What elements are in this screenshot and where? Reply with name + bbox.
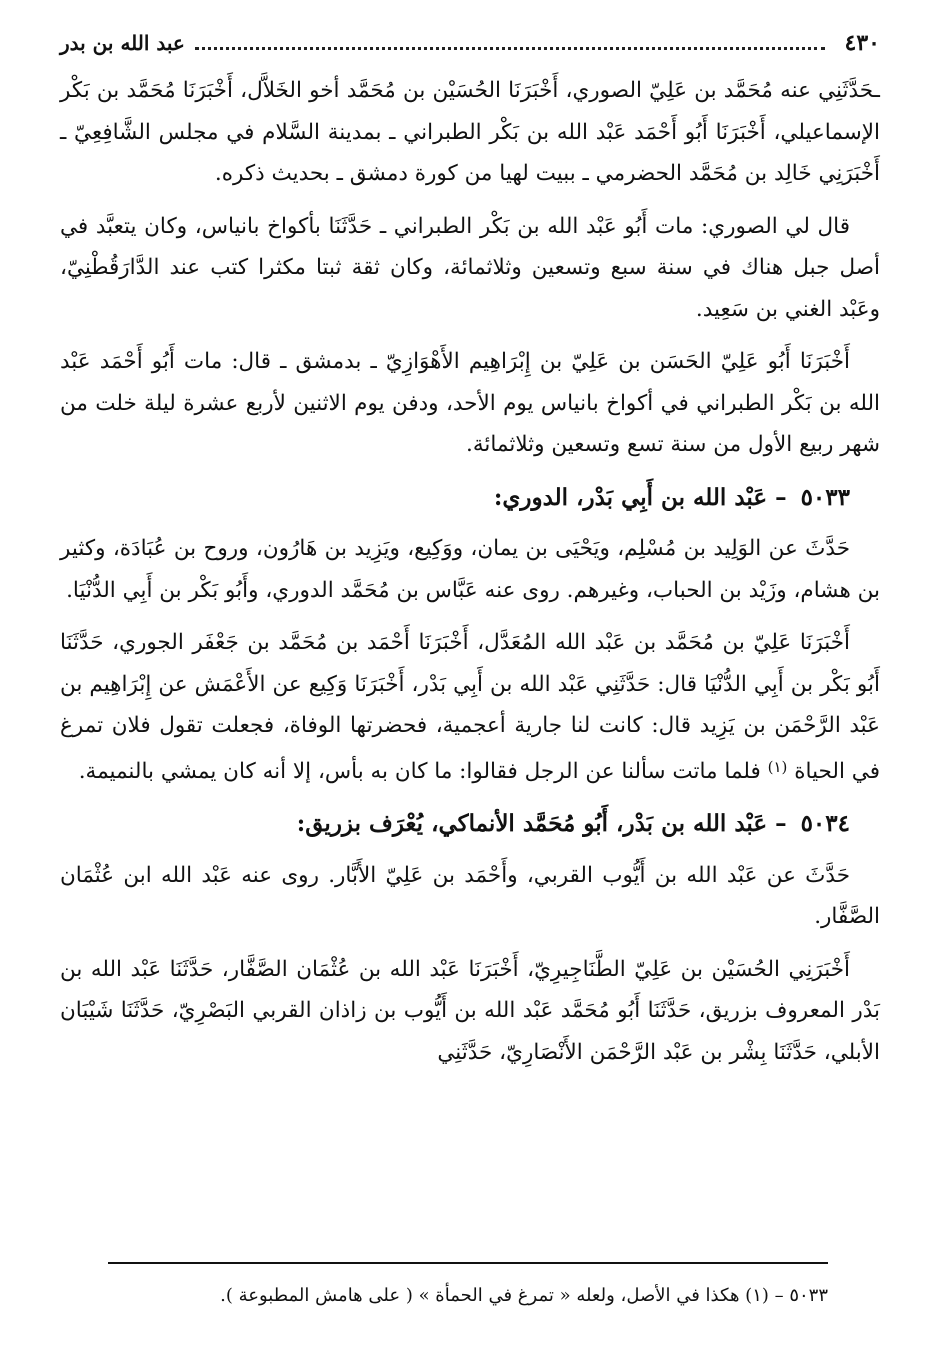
entry-number-5033: ٥٠٣٣	[800, 483, 850, 511]
entry-5034-paragraph-1: حَدَّثَ عن عَبْد الله بن أَيُّوب القربي، وأَحْمَد بن عَلِيّ الأَبَّار. روى عنه عَبْد الله ابن عُثْمَان الصَّفَّار.	[60, 862, 880, 929]
page-body	[60, 70, 880, 1073]
entry-title-5034: – عَبْد الله بن بَدْر، أَبُو مُحَمَّد الأنماكي، يُعْرَف بزريق:	[296, 810, 787, 837]
entry-5033-paragraph-2-text: أَخْبَرَنَا عَلِيّ بن مُحَمَّد بن عَبْد الله المُعَدَّل، أَخْبَرَنَا أَحْمَد بن مُحَمَّد بن جَعْفَر الجوري، حَدَّثَنَا أَبُو بَكْر بن أَبِي الدُّنْيَا قال: حَدَّثَنِي عَبْد الله بن أَبِي بَدْر، أَخْبَرَنَا وَكِيع عن الأَعْمَش عن إِبْرَاهِيم بن عَبْد الرَّحْمَن بن يَزِيد قال: كانت لنا جارية أعجمية، فحضرتها الوفاة، فجعلت تقول فلان تمرغ في الحياة	[60, 630, 880, 784]
entry-number-5034: ٥٠٣٤	[800, 810, 850, 837]
running-title: عبد الله بن بدر	[60, 31, 185, 55]
paragraph-3: أَخْبَرَنَا أَبُو عَلِيّ الحَسَن بن عَلِيّ بن إِبْرَاهِيم الأَهْوَازِيّ ـ بدمشق ـ قال: مات أَبُو أَحْمَد عَبْد الله بن بَكْر الطبراني في أكواخ بانياس يوم الأحد، ودفن يوم الاثنين لأربع عشرة ليلة خلت من شهر ربيع الأول من سنة تسع وتسعين وثلاثمائة.	[60, 349, 880, 457]
paragraph-2: قال لي الصوري: مات أَبُو عَبْد الله بن بَكْر الطبراني ـ حَدَّثَنَا بأكواخ بانياس، وكان يتعبَّد في أصل جبل هناك في سنة سبع وتسعين وثلاثمائة، وكان ثقة ثبتا مكثرا كتب عند الدَّارَقُطْنِيّ، وعَبْد الغني بن سَعِيد.	[60, 213, 880, 322]
entry-5034-paragraph-2: أَخْبَرَنِي الحُسَيْن بن عَلِيّ الطَّنَاجِيرِيّ، أَخْبَرَنَا عَبْد الله بن عُثْمَان الصَّفَّار، حَدَّثَنَا عَبْد الله بن بَدْر المعروف بزريق، حَدَّثَنَا أَبُو مُحَمَّد عَبْد الله بن أَيُّوب بن زاذان القربي البَصْرِيّ، حَدَّثَنَا شَيْبَان الأبلي، حَدَّثَنَا بِشْر بن عَبْد الرَّحْمَن الأَنْصَارِيّ، حَدَّثَنِي	[60, 956, 880, 1065]
entry-5033-paragraph-1: حَدَّثَ عن الوَلِيد بن مُسْلِم، ويَحْيَى بن يمان، ووَكِيع، ويَزِيد بن هَارُون، وروح بن عُبَادَة، وكثير بن هشام، وزَيْد بن الحباب، وغيرهم. روى عنه عَبَّاس بن مُحَمَّد الدوري، وأَبُو بَكْر بن أَبِي الدُّنْيَا.	[60, 536, 880, 603]
footnote: ٥٠٣٣ – (١) هكذا في الأصل، ولعله « تمرغ في الحمأة » ( على هامش المطبوعة ).	[220, 1285, 828, 1306]
page-header	[60, 30, 880, 70]
entry-5033-paragraph-2-tail: فلما ماتت سألنا عن الرجل فقالوا: ما كان به بأس، إلا أنه كان يمشي بالنميمة.	[78, 758, 761, 784]
paragraph-1: ـحَدَّثَنِي عنه مُحَمَّد بن عَلِيّ الصوري، أَخْبَرَنَا الحُسَيْن بن مُحَمَّد أخو الخَلاَّل، أَخْبَرَنَا مُحَمَّد بن بَكْر الإسماعيلي، أَخْبَرَنَا أَبُو أَحْمَد عَبْد الله بن بَكْر الطبراني ـ بمدينة السَّلام في مجلس الشَّافِعِيّ ـ أَخْبَرَنِي خَالِد بن مُحَمَّد الحضرمي ـ ببيت لهيا من كورة دمشق ـ بحديث ذكره.	[60, 78, 880, 186]
footnote-marker: (١)	[767, 757, 788, 776]
entry-title-5033: – عَبْد الله بن أَبِي بَدْر، الدوري:	[493, 483, 787, 511]
entry-heading-5034	[60, 803, 880, 845]
entry-5033-paragraph-2	[60, 622, 880, 792]
entry-heading-5033	[60, 477, 880, 519]
header-dotted-leader	[195, 33, 825, 50]
footnote-separator	[108, 1262, 828, 1264]
page-number: ٤٣٠	[844, 30, 880, 56]
